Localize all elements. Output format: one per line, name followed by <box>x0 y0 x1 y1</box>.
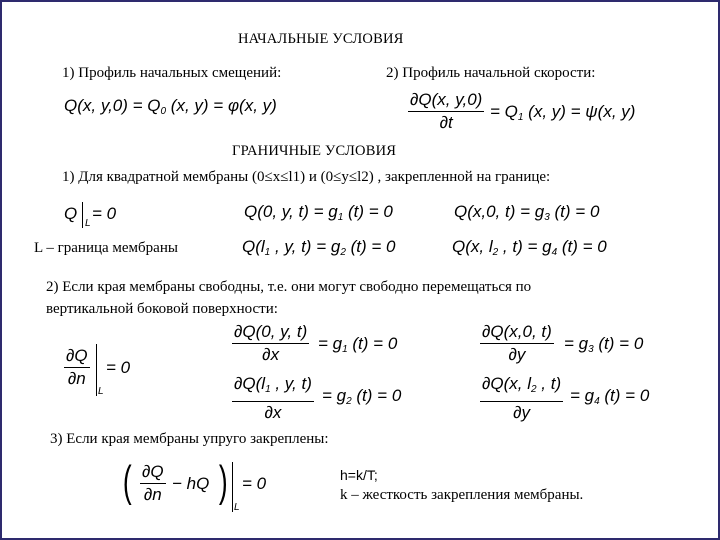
bc3-mid: − hQ <box>172 474 210 493</box>
bc2-b-sub: 3 <box>588 344 594 355</box>
bc2-main-den: ∂n <box>67 369 86 388</box>
initial-velocity-rest <box>490 102 635 128</box>
bc2-c-sub: 2 <box>346 396 352 407</box>
free-edges-x0-fraction <box>232 322 309 365</box>
heading-boundary-conditions: ГРАНИЧНЫЕ УСЛОВИЯ <box>232 143 397 159</box>
bc2-main-rest: = 0 <box>106 358 131 377</box>
elastic-note-line1: h=k/T; <box>340 467 378 483</box>
left-parenthesis: ( <box>122 457 132 506</box>
fixed-boundary-eq-x0 <box>244 202 393 228</box>
bc2-d-num-sub: 2 <box>531 384 537 395</box>
bc1-eq-c-sub1: 1 <box>264 247 271 258</box>
bc1-eq-c-sub2: 2 <box>340 247 346 258</box>
bc2-b-den: ∂y <box>508 345 526 364</box>
bc1-eq-b: Q(x,0, t) = g <box>454 202 545 221</box>
free-edges-label-line2: вертикальной боковой поверхности: <box>46 301 278 317</box>
bc1-eq-c-3: (t) = 0 <box>345 237 396 256</box>
free-edges-x-l1-rest <box>322 386 401 412</box>
bc2-main-sub: L <box>98 386 104 397</box>
fixed-boundary-main-equation <box>64 204 77 224</box>
evaluation-bar <box>96 344 97 396</box>
bc2-d-den: ∂y <box>513 403 531 422</box>
evaluation-bar <box>82 202 83 228</box>
bc1-eq-a: Q(0, y, t) = g <box>244 202 338 221</box>
ic2-rest-b: (x, y) = ψ(x, y) <box>523 102 636 121</box>
bc1-eq-d-2: , t) = g <box>498 237 552 256</box>
elastic-fraction <box>140 462 166 505</box>
bc2-d-rest: = g <box>570 386 595 405</box>
fixed-boundary-eq-y0 <box>454 202 599 228</box>
free-edges-y-l2-rest <box>570 386 649 412</box>
bc1-eq-d-sub2: 4 <box>551 247 558 258</box>
ic2-rest-a: = Q <box>490 102 518 121</box>
bc2-a-den: ∂x <box>262 345 280 364</box>
free-edges-main-fraction <box>64 346 90 389</box>
initial-displacement-label: 1) Профиль начальных смещений: <box>62 65 282 81</box>
bc2-d-sub: 4 <box>594 396 600 407</box>
bc2-a-tail: (t) = 0 <box>347 334 398 353</box>
bc2-b-tail: (t) = 0 <box>593 334 644 353</box>
bc2-c-num <box>232 374 314 402</box>
bc1-eq-d-sub1: 2 <box>492 247 499 258</box>
bc3-num: ∂Q <box>140 462 166 484</box>
evaluation-bar <box>232 462 233 512</box>
bc2-c-tail: (t) = 0 <box>351 386 402 405</box>
fixed-boundary-eq-y-l2 <box>452 237 607 263</box>
boundary-note: L – граница мембраны <box>34 240 178 256</box>
free-edges-x-l1-fraction <box>232 374 314 423</box>
free-edges-y0-fraction <box>480 322 554 365</box>
ic1-eq-rest: (x, y) = φ(x, y) <box>166 96 277 115</box>
bc2-c-den: ∂x <box>264 403 282 422</box>
bc2-a-num: ∂Q(0, y, t) <box>232 322 309 344</box>
free-edges-x0-rest <box>318 334 397 360</box>
bc2-b-rest: = g <box>564 334 589 353</box>
free-edges-y0-rest <box>564 334 643 360</box>
free-edges-label-line1: 2) Если края мембраны свободны, т.е. они могут свободно перемещаться по <box>46 279 532 295</box>
right-parenthesis: ) <box>218 457 228 506</box>
bc2-a-rest: = g <box>318 334 343 353</box>
bc1-eq-a-rest: (t) = 0 <box>343 202 393 221</box>
bc2-b-num: ∂Q(x,0, t) <box>480 322 554 344</box>
bc2-d-tail: (t) = 0 <box>599 386 650 405</box>
initial-velocity-fraction <box>408 90 484 133</box>
bc1-eq-d-3: (t) = 0 <box>557 237 607 256</box>
bc2-c-num-2: , y, t) <box>270 374 312 393</box>
ic1-eq-sub: 0 <box>160 106 167 117</box>
heading-initial-conditions: НАЧАЛЬНЫЕ УСЛОВИЯ <box>238 31 404 47</box>
bc1-eq-b-rest: (t) = 0 <box>549 202 600 221</box>
ic2-rest-sub: 1 <box>517 112 524 123</box>
bc2-c-rest: = g <box>322 386 347 405</box>
ic2-numerator: ∂Q(x, y,0) <box>408 90 484 112</box>
bc2-main-num: ∂Q <box>64 346 90 368</box>
bc1-eq-c-1: Q(l <box>242 237 265 256</box>
bc2-d-num <box>480 374 563 402</box>
free-edges-y-l2-fraction <box>480 374 563 423</box>
bc1-main-sub: L <box>85 218 91 229</box>
bc1-main-rest: = 0 <box>92 204 117 223</box>
bc2-c-num-sub: 1 <box>265 384 271 395</box>
fixed-membrane-label: 1) Для квадратной мембраны (0≤x≤l1) и (0≤y≤l2) , закрепленной на границе: <box>62 169 551 185</box>
bc2-c-num-1: ∂Q(l <box>234 374 266 393</box>
bc1-main-q: Q <box>64 204 78 223</box>
initial-velocity-label: 2) Профиль начальной скорости: <box>386 65 596 81</box>
bc1-eq-b-sub: 3 <box>544 212 550 223</box>
bc1-eq-d-1: Q(x, l <box>452 237 493 256</box>
bc2-d-num-1: ∂Q(x, l <box>482 374 532 393</box>
bc2-d-num-2: , t) <box>536 374 562 393</box>
ic2-denominator: ∂t <box>439 113 453 132</box>
ic1-eq-main: Q(x, y,0) = Q <box>64 96 161 115</box>
bc1-eq-c-2: , y, t) = g <box>270 237 341 256</box>
bc1-eq-a-sub: 1 <box>337 212 344 223</box>
bc3-rest: = 0 <box>242 474 267 493</box>
elastic-note-line2: k – жесткость закрепления мембраны. <box>340 487 584 503</box>
bc3-sub: L <box>234 502 240 513</box>
elastic-edges-label: 3) Если края мембраны упруго закреплены: <box>50 431 329 447</box>
fixed-boundary-eq-x-l1 <box>242 237 395 263</box>
initial-displacement-equation <box>64 96 277 122</box>
bc2-a-sub: 1 <box>342 344 348 355</box>
bc3-den: ∂n <box>143 485 162 504</box>
